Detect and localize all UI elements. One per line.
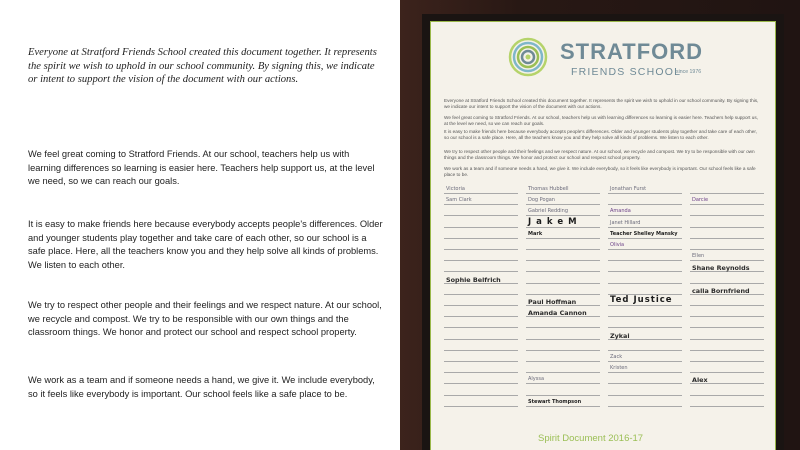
signature: Thomas Hubbell [528,186,569,192]
signature: J a k e M [528,216,578,227]
signature: Zack [610,354,623,360]
signature-line [444,271,518,272]
signature: Ted Justice [610,295,673,305]
signature: Olivia [610,242,625,248]
signature: Alyssa [528,376,545,383]
signature-line [690,215,764,216]
signature-grid [444,183,764,409]
signature-line [608,395,682,396]
intro-paragraph: Everyone at Stratford Friends School created this document together. It represents the spirit we wish to uphold in our school community. By signing this, we indicate or intent to support the vision of the document with our actions. [28,47,377,86]
signature: Alex [692,376,708,385]
signature: Dog Pogan [528,197,555,204]
signature-line [690,327,764,328]
signature-line [608,227,682,228]
spirit-document-poster [430,21,776,450]
poster-paragraph-2: It is easy to make friends here because everybody accepts people's differences. Older and younger students play together and take care of each other, so our school is a safe place. Here, all the teachers know you and they help solve all kinds of problems. We listen to each other. [444,129,757,140]
signature-line [526,238,600,239]
signature-line [444,395,518,396]
poster-photo [400,0,800,450]
brand-name: STRATFORD [560,39,704,64]
signature: Darcie [692,197,709,204]
signature-line [444,339,518,340]
signature-line [608,361,682,362]
signature-line [690,305,764,306]
signature: Amanda Cannon [528,309,587,318]
signature-line [444,327,518,328]
signature-line [526,327,600,328]
signature-line [526,260,600,261]
signature-line [690,238,764,239]
signature-line [608,316,682,317]
paragraph-respect: We try to respect other people and their feelings and we respect nature. At our school, we recycle and compost. We try to be responsible with our own things and the classroom things. We honor and protect our school and respect school property. [28,300,382,338]
signature-line [608,260,682,261]
signature: Teacher Shelley Mansky [610,230,678,237]
signature-line [526,406,600,407]
signature-line [690,372,764,373]
signature-line [526,193,600,194]
signature-line [608,249,682,250]
signature-line [690,283,764,284]
signature-line [608,372,682,373]
signature-line [690,406,764,407]
signature-line [690,204,764,205]
signature-line [690,260,764,261]
signature-line [690,339,764,340]
signature-line [608,350,682,351]
signature: Paul Hoffman [528,298,577,306]
signature: Victoria [446,186,465,192]
poster-paragraph-3: We try to respect other people and their feelings and we respect nature. At our school, we recycle and compost. We try to be responsible with our own things and the classroom things. We honor and protect our school and respect school property. [444,149,755,160]
signature-line [444,372,518,373]
signature: Gabriel Redding [528,208,569,215]
fingerprint-logo-icon [508,37,548,77]
signature: Shane Reynolds [692,264,750,273]
signature: Mark [528,230,543,237]
paragraph-teamwork: We work as a team and if someone needs a hand, we give it. We include everybody, so it feels like everybody is important. Our school feels like a safe place to be. [28,375,375,399]
signature-line [690,395,764,396]
signature-line [526,227,600,228]
poster-footer: Spirit Document 2016-17 [538,433,644,444]
signature-line [444,215,518,216]
signature-line [444,406,518,407]
signature-line [526,283,600,284]
signature-line [444,227,518,228]
signature-line [526,271,600,272]
poster-paragraph-1: We feel great coming to Stratford Friends. At our school, teachers help us with learning differences so learning is easier here. Teachers help support us, at the level we need, so we can reach our goals. [444,115,758,126]
signature-line [608,193,682,194]
signature-line [526,339,600,340]
signature: Amanda [610,208,631,215]
signature-line [608,238,682,239]
poster-intro: Everyone at Stratford Friends School created this document together. It represents the spirit we wish to uphold in our school community. By signing this, we indicate our intent to support the vision of the document with our actions. [444,98,759,109]
brand-subtitle: FRIENDS SCHOOL [571,66,682,78]
signature-line [444,350,518,351]
signature: Sam Clark [446,197,472,204]
signature-line [444,294,518,295]
signature-line [526,294,600,295]
signature-line [444,316,518,317]
signature-line [526,372,600,373]
signature-line [690,227,764,228]
signature: calla Bornfriend [692,286,750,295]
signature: Ellen [692,253,705,260]
paragraph-goals: We feel great coming to Stratford Friends. At our school, teachers help us with learning differences so learning is easier here. Teachers help support us, at the level we need, so we can reach our goals. [28,149,375,187]
signature-line [690,350,764,351]
signature-line [444,361,518,362]
signature-line [608,327,682,328]
signature: Jonathan Furst [610,186,647,192]
signature: Zykai [610,331,630,340]
signature-line [690,361,764,362]
signature-line [444,383,518,384]
signature-line [444,238,518,239]
signature-line [526,361,600,362]
signature-line [526,395,600,396]
signature-line [444,305,518,306]
signature-line [526,204,600,205]
signature-line [526,249,600,250]
signature-line [608,204,682,205]
signature-line [526,383,600,384]
signature-line [444,260,518,261]
signature-line [608,215,682,216]
signature-line [690,249,764,250]
poster-paragraph-4: We work as a team and if someone needs a hand, we give it. We include everybody, so it feels like everybody is important. Our school feels like a safe place to be. [444,166,756,177]
signature-line [608,305,682,306]
signature: Sophie Belfrich [446,275,501,284]
signature-line [608,383,682,384]
signature-line [444,193,518,194]
signature-line [608,283,682,284]
signature-line [608,271,682,272]
signature-line [526,350,600,351]
signature: Janet Hillard [610,219,641,226]
signature-line [444,204,518,205]
signature-line [690,316,764,317]
paragraph-friends: It is easy to make friends here because everybody accepts people's differences. Older and younger students play together and take care of each other, so our school is a safe place. Here, all the teachers know you and they help solve all kinds of problems. We listen to each other. [28,219,383,270]
signature: Stewart Thompson [528,398,582,405]
signature-line [690,193,764,194]
since-label: since 1976 [676,69,702,75]
signature-line [444,249,518,250]
signature: Kristen [610,365,628,372]
signature-line [608,406,682,407]
